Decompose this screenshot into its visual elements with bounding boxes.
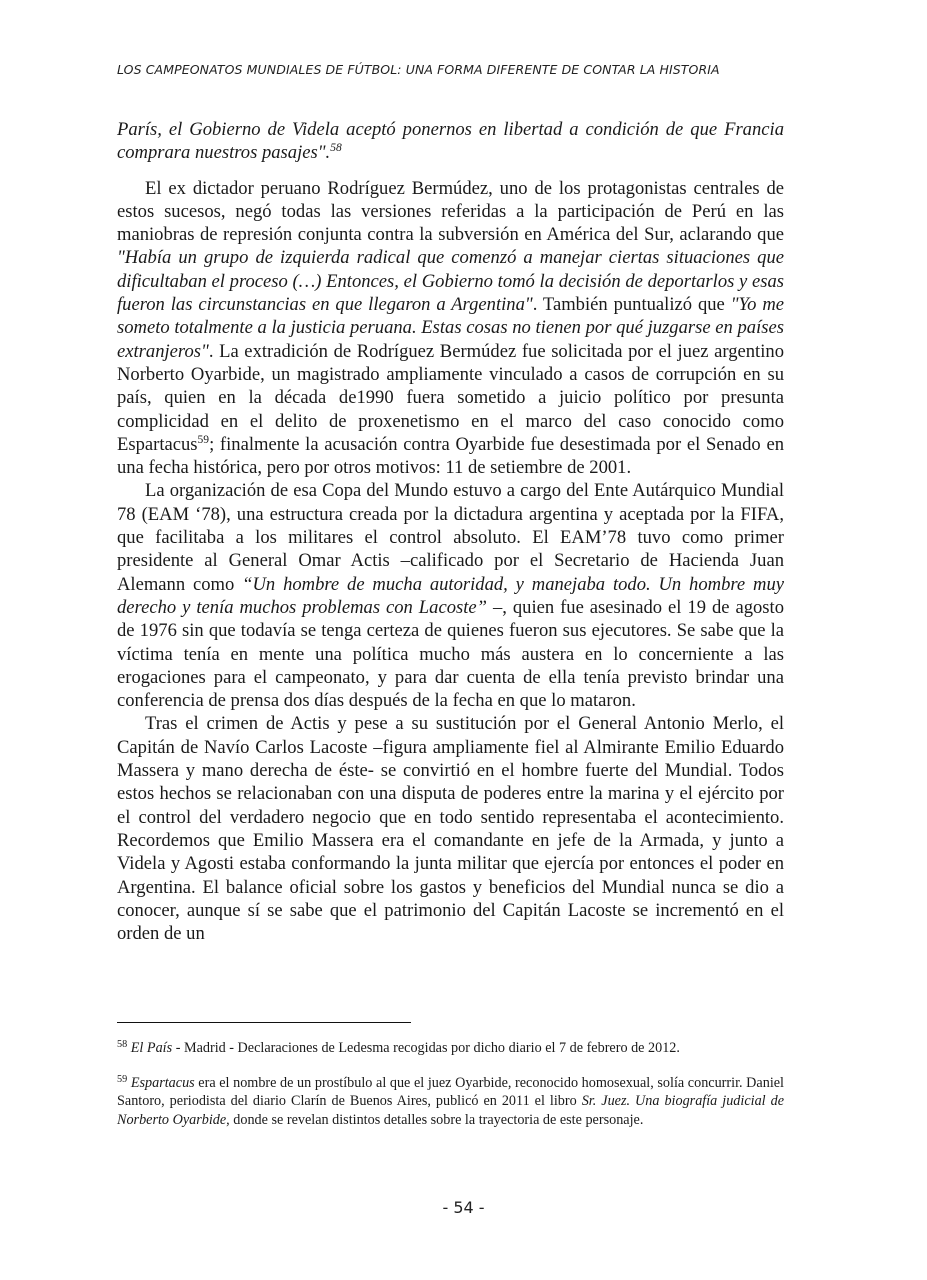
paragraph-eam78 bbox=[117, 479, 784, 712]
footnote-ref-58[interactable]: 58 bbox=[330, 142, 342, 155]
paragraph-rodriguez-bermudez bbox=[117, 177, 784, 480]
footnote-text: era el nombre de un prostíbulo al que el juez Oyarbide, reconocido homosexual, solía concurrir. Daniel Santoro, periodista del diario Clarín de Buenos Aires, publicó en 2011 el libro bbox=[117, 1075, 784, 1110]
footnote-59 bbox=[117, 1071, 784, 1129]
text-segment: La organización de esa Copa del Mundo estuvo a cargo del Ente Autárquico Mundial 78 (EAM ‘78), una estructura creada por la dictadura argentina y aceptada por la FIFA, que facilitaba a los militares el control absoluto. El EAM’78 tuvo como primer presidente al General Omar Actis –calificado por el Secretario de Hacienda Juan Alemann como bbox=[117, 480, 784, 595]
footnotes bbox=[117, 1036, 784, 1143]
quote-rodriguez-1: "Había un grupo de izquierda radical que comenzó a manejar ciertas situaciones que dificultaban el proceso (…) Entonces, el Gobierno tomó la decisión de deportarlos y esas fueron las circunstancias en que llegaron a Argentina" bbox=[117, 247, 784, 316]
footnote-58 bbox=[117, 1036, 784, 1057]
text-segment: ; finalmente la acusación contra Oyarbide fue desestimada por el Senado en una fecha histórica, pero por otros motivos: 11 de setiembre de 2001. bbox=[117, 433, 784, 479]
footnote-text: - Madrid - Declaraciones de Ledesma recogidas por dicho diario el 7 de febrero de 2012. bbox=[172, 1040, 680, 1056]
footnote-separator bbox=[117, 1022, 411, 1023]
body-text bbox=[117, 118, 784, 945]
footnote-book-title: Sr. Juez. Una biografía judicial de Norberto Oyarbide bbox=[117, 1093, 784, 1128]
page-number: - 54 - bbox=[442, 1198, 485, 1217]
text-segment: El ex dictador peruano Rodríguez Bermúdez, uno de los protagonistas centrales de estos sucesos, negó todas las versiones referidas a la participación de Perú en las maniobras de represión conjunta contra la subversión en América del Sur, aclarando que bbox=[117, 177, 784, 246]
quote-rodriguez-2: "Yo me someto totalmente a la justicia peruana. Estas cosas no tienen por qué juzgarse en países extranjeros" bbox=[117, 294, 784, 362]
footnote-number: 59 bbox=[117, 1074, 128, 1086]
running-header: LOS CAMPEONATOS MUNDIALES DE FÚTBOL: UNA FORMA DIFERENTE DE CONTAR LA HISTORIA bbox=[117, 62, 720, 77]
text-segment: . También puntualizó que bbox=[532, 294, 731, 316]
text-segment: –, quien fue asesinado el 19 de agosto de 1976 sin que todavía se tenga certeza de quienes fueron sus ejecutores. Se sabe que la víctima tenía en mente una política mucho más austera en lo concerniente a las erogaciones para el campeonato, y para dar cuenta de ella tenía previsto brindar una conferencia de prensa dos días después de la fecha en que lo mataron. bbox=[117, 596, 785, 712]
footnote-number: 58 bbox=[117, 1039, 128, 1050]
footnote-text: , donde se revelan distintos detalles sobre la trayectoria de este personaje. bbox=[226, 1111, 644, 1128]
quote-ledesma: París, el Gobierno de Videla aceptó ponernos en libertad a condición de que Francia comprara nuestros pasajes". bbox=[117, 119, 784, 164]
footnote-source: El País bbox=[130, 1040, 173, 1056]
text-segment: Tras el crimen de Actis y pese a su sustitución por el General Antonio Merlo, el Capitán de Navío Carlos Lacoste –figura ampliamente fiel al Almirante Emilio Eduardo Massera y mano derecha de éste- se convirtió en el hombre fuerte del Mundial. Todos estos hechos se relacionaban con una disputa de poderes entre la marina y el ejército por el control del verdadero negocio que en todo sentido representaba el acontecimiento. Recordemos que Emilio Massera era el comandante en jefe de la Armada, y junto a Videla y Agosti estaba conformando la junta militar que ejercía por entonces el poder en Argentina. El balance oficial sobre los gastos y beneficios del Mundial nunca se dio a conocer, aunque sí se sabe que el patrimonio del Capitán Lacoste se incrementó en el orden de un bbox=[117, 713, 784, 945]
text-segment: . La extradición de Rodríguez Bermúdez fue solicitada por el juez argentino Norberto Oyarbide, un magistrado ampliamente vinculado a casos de corrupción en su país, quien en la década de1990 fuera sometido a juicio político por presunta complicidad en el delito de proxenetismo en el marco del caso conocido como Espartacus bbox=[117, 340, 784, 455]
paragraph-continuation bbox=[117, 118, 784, 165]
quote-alemann: “Un hombre de mucha autoridad, y manejaba todo. Un hombre muy derecho y tenía muchos problemas con Lacoste” bbox=[117, 573, 784, 618]
paragraph-lacoste bbox=[117, 712, 784, 945]
footnote-term: Espartacus bbox=[130, 1075, 195, 1092]
footnote-ref-59[interactable]: 59 bbox=[197, 433, 210, 446]
